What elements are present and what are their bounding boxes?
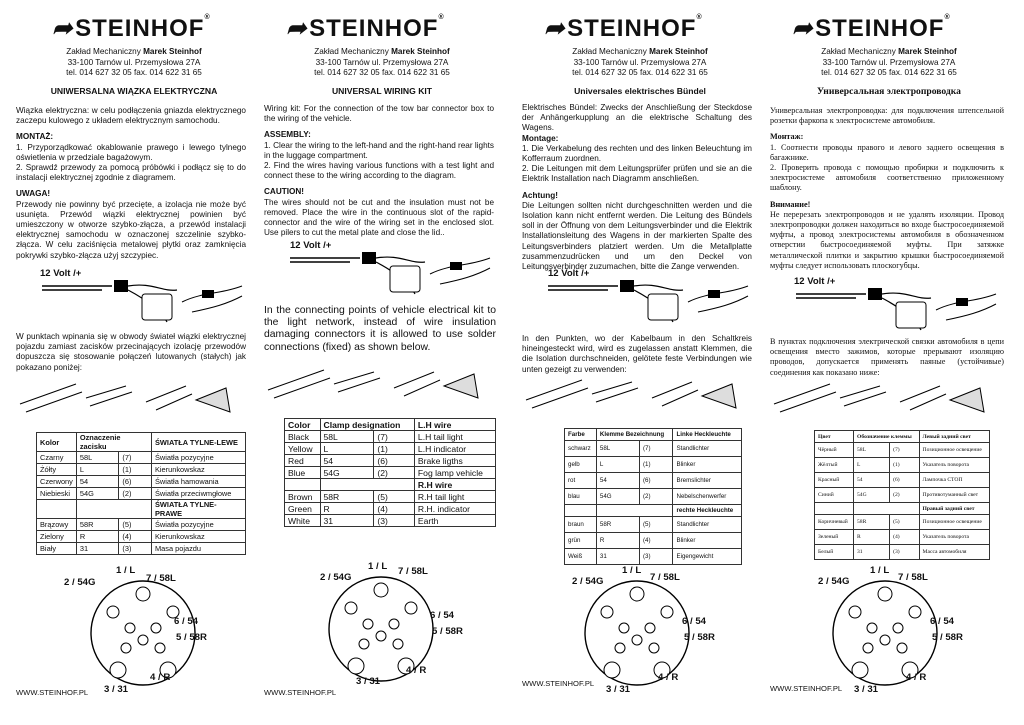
table-row: grün R (4) Blinker [565, 533, 742, 549]
table-row: Зеленый R (4) Указатель поворота [815, 530, 990, 545]
column-english [264, 0, 500, 725]
column-polish [16, 0, 252, 725]
pin-label: 1 / L [870, 565, 890, 576]
pin-label: 5 / 58R [176, 632, 207, 643]
table-row: schwarz 58L (7) Standlichter [565, 441, 742, 457]
pin-label: 6 / 54 [930, 616, 955, 627]
solder-illustration [16, 378, 252, 428]
pin-label: 5 / 58R [684, 632, 715, 643]
table-row: gelb L (1) Blinker [565, 457, 742, 473]
table-row: White 31 (3) Earth [285, 515, 496, 527]
website-link[interactable]: WWW.STEINHOF.PL [522, 679, 595, 688]
pin-label: 2 / 54G [818, 576, 850, 587]
pin-label: 4 / R [906, 672, 927, 683]
pin-label: 4 / R [406, 665, 427, 676]
pin-label: 1 / L [368, 561, 388, 572]
company-header: Zakład Mechaniczny Marek Steinhof 33-100 Tarnów ul. Przemysłowa 27A tel. 014 627 32 05 fax. 014 622 31 65 [66, 47, 202, 77]
pin-label: 3 / 31 [104, 684, 129, 695]
pin-label: 3 / 31 [356, 676, 381, 687]
voltage-label: 12 Volt /+ [794, 276, 836, 287]
table-row: Black 58L (7) L.H tail light [285, 431, 496, 443]
table-row: Brązowy 58R (5) Światła pozycyjne [37, 519, 246, 531]
website-link[interactable]: WWW.STEINHOF.PL [264, 688, 337, 697]
instructions-text: Универсальная электропроводка: для подключения штепсельной розетки фаркопа к электросистеме автомобиля. Монтаж: 1. Соотнести проводы правого и левого заднего освещения в багажнике. 2. Проверить провода с помощью пробирки и подключить к электросистеме автомобиля соответственно приложенному шаблону. Внимание! Не перерезать электропроводов и не удалять изоляции. Провод электропроводки должен находиться во входе быстросоединяемой муфты, а провод электросистемы автомобиля в обозначенном отверстии быстросоединяемой муфты. При затяжке металлической плитки и закрытию крышки быстросоединяемой муфты следует использовать плоскогубцы. [770, 106, 1004, 270]
wiring-table: Color Clamp designation L.H wire Black 58L (7) L.H tail light Yellow L (1) L.H indicator Red 54 (6) Brake ligths Blue 54G (2) Fog lamp vehicle R.H wire Brown 58R (5) R.H tail light Green R (4) R.H. indicator White 31 (3) Earth [284, 418, 496, 527]
table-row: Biały 31 (3) Masa pojazdu [37, 543, 246, 555]
company-header: Zakład Mechaniczny Marek Steinhof 33-100 Tarnów ul. Przemysłowa 27A tel. 014 627 32 05 fax. 014 622 31 65 [314, 47, 450, 77]
voltage-label: 12 Volt /+ [548, 268, 590, 279]
table-row: Red 54 (6) Brake ligths [285, 455, 496, 467]
column-russian [770, 0, 1008, 725]
table-row: Weiß 31 (3) Eigengewicht [565, 549, 742, 565]
pin-label: 5 / 58R [932, 632, 963, 643]
website-link[interactable]: WWW.STEINHOF.PL [16, 688, 89, 697]
solder-illustration [264, 364, 500, 414]
connector-illustration [548, 272, 748, 332]
solder-illustration [770, 378, 1006, 428]
steinhof-logo: ➦STEINHOF® [542, 14, 703, 42]
pin-label: 5 / 58R [432, 626, 463, 637]
wiring-table: Цвет Обозначение клеммы Левый задний свет Чёрный 58L (7) Позиционное освещение Жёлтый L (1) Указатель поворота Красный 54 (6) Лампочка СТОП Синий 54G (2) Противотуманный свет Правый задний свет Коричневый 58R (5) Позиционное освещение Зеленый R (4) Указатель поворота Белый 31 (3) Масса автомобиля [814, 430, 990, 560]
connector-illustration [42, 272, 242, 332]
connector-illustration [290, 244, 490, 304]
table-row: Коричневый 58R (5) Позиционное освещение [815, 515, 990, 530]
table-row: Czarny 58L (7) Światła pozycyjne [37, 452, 246, 464]
pin-label: 3 / 31 [606, 684, 631, 695]
table-row: Blue 54G (2) Fog lamp vehicle [285, 467, 496, 479]
pin-label: 4 / R [658, 672, 679, 683]
connector-illustration [796, 280, 996, 340]
pin-label: 3 / 31 [854, 684, 879, 695]
pin-label: 6 / 54 [682, 616, 707, 627]
wiring-table: Farbe Klemme Bezeichnung Linke Heckleuchte schwarz 58L (7) Standlichter gelb L (1) Blinker rot 54 (6) Bremslichter blau 54G (2) Nebelschenwerfer rechte Heckleuchte braun 58R (5) Standlichter grün R (4) Blinker Weiß 31 (3) Eigengewicht [564, 428, 742, 565]
wiring-table: Kolor Oznaczenie zacisku ŚWIATŁA TYLNE-LEWE Czarny 58L (7) Światła pozycyjne Żółty L (1) Kierunkowskaz Czerwony 54 (6) Światła hamowania Niebieski 54G (2) Światła przeciwmgłowe ŚWIATŁA TYLNE-PRAWE Brązowy 58R (5) Światła pozycyjne Zielony R (4) Kierunkowskaz Biały 31 (3) Masa pojazdu [36, 432, 246, 555]
pin-label: 6 / 54 [174, 616, 199, 627]
instructions-text: Wiring kit: For the connection of the tow bar connector box to the wiring of the vehicle. ASSEMBLY: 1. Clear the wiring to the left-hand and the right-hand rear lights in the luggage compartment. 2. Find the wires having various functions with a test light and connect these to the wiring according to the diagram. CAUTION! The wires should not be cut and the insulation must not be removed. Place the wire in the continuous slot of the rapid-connector and the wire of the wiring set in the enclosed slot. Use pilers to cut the metal plate and close the lid.. [264, 104, 494, 238]
voltage-label: 12 Volt /+ [40, 268, 82, 279]
company-header: Zakład Mechaniczny Marek Steinhof 33-100 Tarnów ul. Przemysłowa 27A tel. 014 627 32 05 fax. 014 622 31 65 [821, 47, 957, 77]
solder-note: In den Punkten, wo der Kabelbaum in den Schaltkreis hineingesteckt wird, wird es zugelassen anstatt Klemmen, die die Isolation durchschneiden, gelötete feste Verbindungen wie unten gezeigt zu verwenden: [522, 334, 752, 374]
voltage-label: 12 Volt /+ [290, 240, 332, 251]
steinhof-logo: ➦STEINHOF® [284, 14, 445, 42]
pin-label: 7 / 58L [650, 572, 680, 583]
table-row: Żółty L (1) Kierunkowskaz [37, 464, 246, 476]
table-row: blau 54G (2) Nebelschenwerfer [565, 489, 742, 505]
section-title: Универсальная электропроводка [817, 86, 961, 97]
table-row: rot 54 (6) Bremslichter [565, 473, 742, 489]
pin-label: 1 / L [622, 565, 642, 576]
pin-label: 2 / 54G [64, 577, 96, 588]
section-title: Universales elektrisches Bündel [574, 86, 706, 96]
pin-label: 7 / 58L [146, 573, 176, 584]
company-header: Zakład Mechaniczny Marek Steinhof 33-100 Tarnów ul. Przemysłowa 27A tel. 014 627 32 05 fax. 014 622 31 65 [572, 47, 708, 77]
table-row: Green R (4) R.H. indicator [285, 503, 496, 515]
table-row: braun 58R (5) Standlichter [565, 517, 742, 533]
table-row: Czerwony 54 (6) Światła hamowania [37, 476, 246, 488]
table-row: Красный 54 (6) Лампочка СТОП [815, 473, 990, 488]
solder-note: W punktach wpinania się w obwody świateł wiązki elektrycznej pojazdu zamiast zacisków przecinających izolację przewodów dopuszcza się stosowanie połączeń lutowanych (stałych) jak pokazano poniżej: [16, 332, 246, 372]
steinhof-logo: ➦STEINHOF® [790, 14, 951, 42]
pin-label: 6 / 54 [430, 610, 455, 621]
website-link[interactable]: WWW.STEINHOF.PL [770, 684, 843, 693]
column-german [522, 0, 758, 725]
table-row: Brown 58R (5) R.H tail light [285, 491, 496, 503]
table-row: Zielony R (4) Kierunkowskaz [37, 531, 246, 543]
table-row: Жёлтый L (1) Указатель поворота [815, 458, 990, 473]
steinhof-logo: ➦STEINHOF® [50, 14, 211, 42]
instructions-text: Wiązka elektryczna: w celu podłączenia gniazda elektrycznego zaczepu kulowego z układem elektrycznym samochodu. MONTAŻ: 1. Przyporządkować okablowanie prawego i lewego tylnego oświetlenia w przedziale bagażowym. 2. Sprawdź przewody za pomocą próbówki i podłącz się to do instalacji elektrycznej zgodnie z diagramem. UWAGA! Przewody nie powinny być przecięte, a izolacja nie może być usunięta. Przewód wiązki elektrycznej powinien być umieszczony w otworze szybko-złącza, a przewód instalacji elektrycznej samochodu w oznaczonej szczelinie szybko-złącza. W celu zaciśnięcia metalowej płytki oraz zamknięcia pokrywki szybko-złącza użyj szczypiec. [16, 106, 246, 260]
table-row: Yellow L (1) L.H indicator [285, 443, 496, 455]
pin-label: 2 / 54G [572, 576, 604, 587]
pin-label: 7 / 58L [398, 566, 428, 577]
section-title: UNIWERSALNA WIĄZKA ELEKTRYCZNA [50, 86, 218, 96]
table-row: Чёрный 58L (7) Позиционное освещение [815, 443, 990, 458]
instructions-text: Elektrisches Bündel: Zwecks der Anschließung der Steckdose der Anhängerkupplung an die elektrische Schaltung des Wagens. Montage: 1. Die Verkabelung des rechten und des linken Beleuchtung im Kofferraum zuordnen. 2. Die Leitungen mit dem Leitungsprüfer prüfen und sie an die Elektrik Installation nach Diagramm anschließen. Achtung! Die Leitungen sollten nicht durchgeschnitten werden und die Isolation kann nicht entfernt werden. Die Leitung des Bündels soll in der Öffnung von dem Leitungsverbinder und die Elektrik Installationsleitung des Wagens in der markierten Spalte des Leitungsverbinders platziert werden. Um die Metallplatte zusammenzudrücken und um den Deckel von Leitungsverbinder zuzumachen, bitte die Zange verwenden. [522, 103, 752, 272]
pin-label: 7 / 58L [898, 572, 928, 583]
solder-note: В пунктах подключения электрической связки автомобиля в цепи освещения вместо зажимов, которые прерывают изоляцию проводов, допускается применять паяные (устойчивые) соединения как показано ниже: [770, 337, 1004, 377]
solder-illustration [522, 374, 758, 424]
solder-note: In the connecting points of vehicle electrical kit to the light network, instead of wire insulation damaging connectors it is allowed to use solder connections (fixed) as shown below. [264, 305, 496, 353]
pin-label: 4 / R [150, 672, 171, 683]
pin-label: 2 / 54G [320, 572, 352, 583]
table-row: Белый 31 (3) Масса автомобиля [815, 545, 990, 560]
pin-label: 1 / L [116, 565, 136, 576]
table-row: Niebieski 54G (2) Światła przeciwmgłowe [37, 488, 246, 500]
section-title: UNIVERSAL WIRING KIT [331, 86, 433, 96]
table-row: Синий 54G (2) Противотуманный свет [815, 488, 990, 503]
